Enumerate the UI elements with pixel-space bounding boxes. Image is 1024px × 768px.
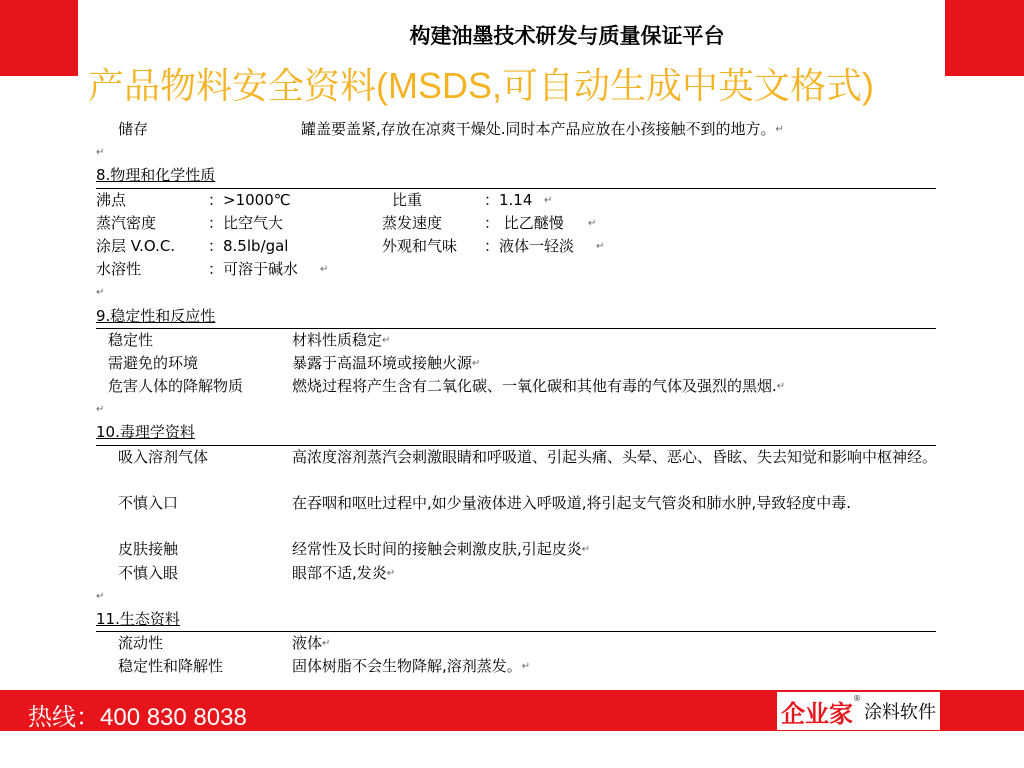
ecology-row: 稳定性和降解性 固体树脂不会生物降解,溶剂蒸发。↵ [118, 657, 531, 676]
section-11-header: 11.生态资料 [96, 608, 936, 632]
property-row: 涂层 V.O.C. ：8.5lb/gal 外观和气味 ：液体一轻淡 ↵ [96, 236, 605, 255]
company-logo [777, 692, 940, 730]
blank-line: ↵ [96, 287, 105, 299]
registered-mark: ® [853, 694, 861, 703]
section-8-header: 8.物理和化学性质 [96, 164, 936, 188]
property-row: 沸点 ：>1000℃ 比重 ：1.14 ↵ [96, 190, 553, 209]
property-row: 蒸汽密度 ：比空气大 蒸发速度 ： 比乙醚慢 ↵ [96, 213, 597, 232]
toxicology-row: 吸入溶剂气体 高浓度溶剂蒸汽会刺激眼睛和呼吸道、引起头痛、头晕、恶心、昏眩、失去知觉和影响中枢神经。 [118, 447, 938, 466]
hotline-text: 热线：400 830 8038 [28, 704, 247, 731]
stability-row: 稳定性 材料性质稳定↵ [108, 330, 391, 349]
logo-text-black: 涂料软件 [864, 702, 936, 723]
storage-row [96, 118, 936, 141]
toxicology-row: 皮肤接触 经常性及长时间的接触会刺激皮肤,引起皮炎↵ [118, 540, 591, 559]
page-title: 产品物料安全资料(MSDS,可自动生成中英文格式) [88, 65, 874, 106]
blank-line: ↵ [96, 590, 105, 602]
stability-row: 危害人体的降解物质 燃烧过程将产生含有二氧化碳、一氧化碳和其他有毒的气体及强烈的黑烟.↵ [108, 377, 786, 396]
blank-line: ↵ [96, 404, 105, 416]
platform-title: 构建油墨技术研发与质量保证平台 [409, 23, 725, 48]
msds-document [96, 118, 936, 679]
toxicology-row: 不慎入口 在吞咽和呕吐过程中,如少量液体进入呼吸道,将引起支气管炎和肺水肿,导致轻度中毒. [118, 494, 852, 513]
logo-text-red: 企业家 [781, 698, 853, 728]
property-row: 水溶性 ：可溶于碱水 ↵ [96, 260, 329, 279]
storage-label: 储存 [118, 120, 149, 138]
toxicology-row: 不慎入眼 眼部不适,发炎↵ [118, 563, 396, 582]
section-9-header: 9.稳定性和反应性 [96, 305, 936, 329]
stability-row: 需避免的环境 暴露于高温环境或接触火源↵ [108, 353, 481, 372]
blank-line: ↵ [96, 147, 105, 159]
section-10-header: 10.毒理学资料 [96, 421, 936, 445]
ecology-row: 流动性 液体↵ [118, 634, 331, 653]
storage-value: 罐盖要盖紧,存放在凉爽干燥处.同时本产品应放在小孩接触不到的地方。↵ [301, 120, 784, 138]
